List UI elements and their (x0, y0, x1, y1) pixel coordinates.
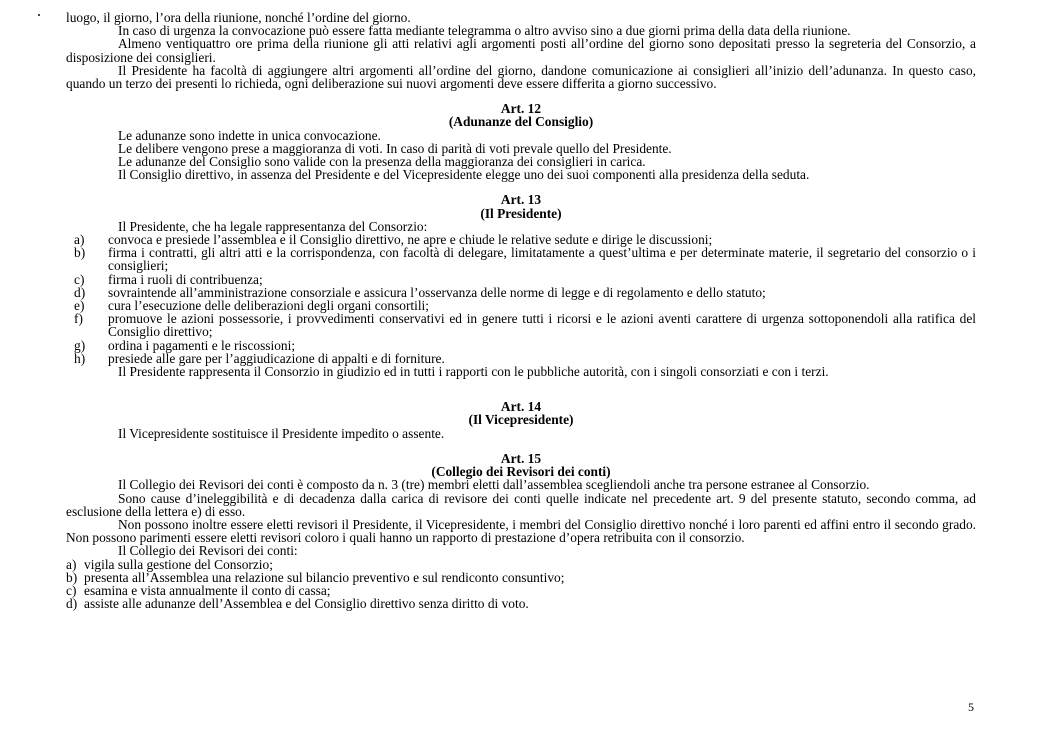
list-marker: e) (74, 298, 85, 314)
page-number: 5 (968, 700, 974, 714)
list-marker: h) (74, 350, 86, 366)
art13-number: Art. 13 (500, 192, 542, 208)
intro-paragraph-1: luogo, il giorno, l’ora della riunione, nonché l’ordine del giorno. (66, 10, 411, 25)
list-item (66, 571, 976, 584)
document-page (66, 11, 976, 610)
art15-paragraph-2: Sono cause d’ineleggibilità e di decadenza dalla carica di revisore dei conti quelle indicate nel precedente art. 9 del presente statuto, secondo comma, ad esclusione della lettera e) di esso. (66, 490, 976, 519)
list-text: promuove le azioni possessorie, i provvedimenti conservativi ed in genere tutti i ricorsi e le azioni aventi carattere di urgenza sottoponendoli alla ratifica del Consiglio direttivo; (108, 311, 976, 340)
list-marker: a) (66, 556, 77, 572)
list-text: firma i ruoli di contribuenza; (108, 271, 263, 287)
art15-list (66, 558, 976, 611)
art12-number: Art. 12 (500, 101, 542, 117)
list-marker: g) (74, 337, 86, 353)
art12-paragraph-4: Il Consiglio direttivo, in assenza del Presidente e del Vicepresidente elegge uno dei suoi componenti alla presidenza della seduta. (118, 167, 810, 183)
list-item (66, 339, 976, 352)
art13-closing: Il Presidente rappresenta il Consorzio in giudizio ed in tutti i rapporti con le pubbliche autorità, con i singoli consorziati e con i terzi. (118, 364, 829, 380)
art14-number: Art. 14 (500, 399, 542, 415)
list-text: esamina e vista annualmente il conto di cassa; (84, 582, 331, 598)
list-text: ordina i pagamenti e le riscossioni; (108, 337, 296, 353)
art12-title: (Adunanze del Consiglio) (448, 114, 594, 130)
art14-paragraph: Il Vicepresidente sostituisce il Presidente impedito o assente. (118, 425, 445, 441)
intro-paragraph-2: In caso di urgenza la convocazione può essere fatta mediante telegramma o altro avviso sino a due giorni prima della data della riunione. (118, 23, 851, 39)
section-spacer (66, 378, 976, 400)
list-item (66, 246, 976, 272)
list-item (66, 558, 976, 571)
list-marker: d) (66, 596, 78, 612)
list-text: convoca e presiede l’assemblea e il Consiglio direttivo, ne apre e chiude le relative sedute e dirige le discussioni; (108, 232, 713, 248)
art15-paragraph-4: Il Collegio dei Revisori dei conti: (118, 543, 298, 559)
art15-number: Art. 15 (500, 450, 542, 466)
list-marker: d) (74, 284, 86, 300)
art14-title: (Il Vicepresidente) (468, 412, 574, 428)
list-text: sovraintende all’amministrazione consorziale e assicura l’osservanza delle norme di legge e di regolamento e dello statuto; (108, 284, 766, 300)
list-text: presenta all’Assemblea una relazione sul bilancio preventivo e sul rendiconto consuntivo; (84, 569, 565, 585)
art13-title: (Il Presidente) (480, 205, 562, 221)
art13-list (66, 233, 976, 365)
list-text: vigila sulla gestione del Consorzio; (84, 556, 273, 572)
art15-paragraph-3: Non possono inoltre essere eletti revisori il Presidente, il Vicepresidente, i membri del Consiglio direttivo nonché i loro parenti ed affini entro il secondo grado. Non possono parimenti essere eletti revisori coloro i quali hanno un rapporto di prestazione d’opera retribuita con il consorzio. (66, 516, 976, 546)
list-marker: b) (66, 569, 78, 585)
list-marker: c) (74, 271, 85, 287)
art13-intro: Il Presidente, che ha legale rappresentanza del Consorzio: (118, 218, 428, 234)
art12-paragraph-2: Le delibere vengono prese a maggioranza di voti. In caso di parità di voti prevale quello del Presidente. (118, 140, 672, 156)
list-marker: c) (66, 582, 77, 598)
art12-paragraph-1: Le adunanze sono indette in unica convocazione. (118, 127, 381, 143)
intro-paragraph-3: Almeno ventiquattro ore prima della riunione gli atti relativi agli argomenti posti all’ordine del giorno sono depositati presso la segreteria del Consorzio, a disposizione dei consiglieri. (66, 36, 976, 65)
list-text: firma i contratti, gli altri atti e la corrispondenza, con facoltà di delegare, limitatamente a quest’ultima e per determinate materie, il segretario del consorzio o i consiglieri; (108, 245, 976, 274)
list-item (66, 273, 976, 286)
list-text: assiste alle adunanze dell’Assemblea e del Consiglio direttivo senza diritto di voto. (84, 596, 529, 612)
art15-paragraph-1: Il Collegio dei Revisori dei conti è composto da n. 3 (tre) membri eletti dall’assemblea scegliendoli anche tra persone estranee al Consorzio. (118, 477, 870, 493)
list-marker: f) (74, 311, 83, 327)
list-marker: b) (74, 245, 86, 261)
art12-paragraph-3: Le adunanze del Consiglio sono valide con la presenza della maggioranza dei consiglieri in carica. (118, 154, 646, 170)
list-marker: a) (74, 232, 85, 248)
intro-paragraph-4: Il Presidente ha facoltà di aggiungere altri argomenti all’ordine del giorno, dandone comunicazione ai consiglieri all’inizio dell’adunanza. In questo caso, quando un terzo dei presenti lo richieda, ogni deliberazione sui nuovi argomenti deve essere differita a giorno successivo. (66, 62, 976, 92)
list-text: cura l’esecuzione delle deliberazioni degli organi consortili; (108, 298, 430, 314)
scan-speck (38, 14, 40, 16)
art15-title: (Collegio dei Revisori dei conti) (431, 464, 611, 480)
list-item (66, 597, 976, 610)
list-item (66, 312, 976, 338)
list-text: presiede alle gare per l’aggiudicazione di appalti e di forniture. (108, 350, 445, 366)
